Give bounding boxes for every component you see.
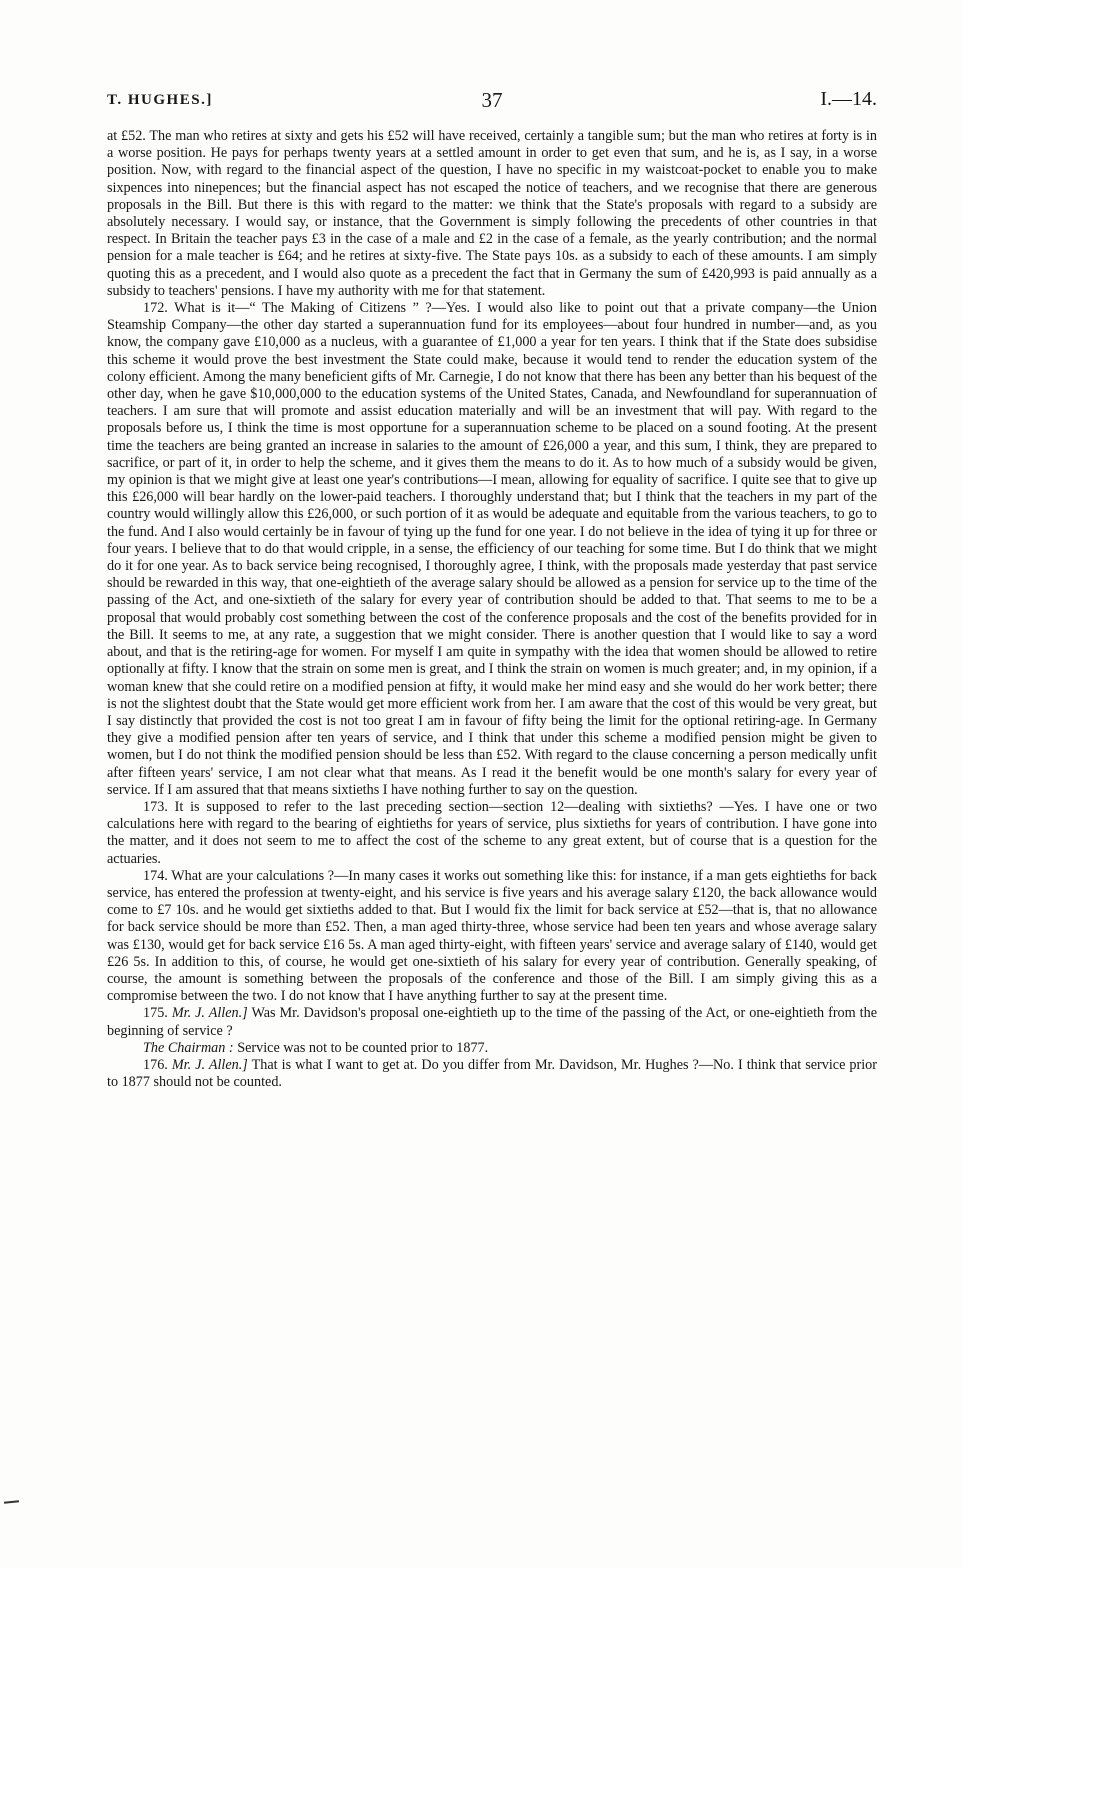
- paragraph-q176: [107, 1057, 877, 1091]
- statement-text: Service was not to be counted prior to 1877.: [237, 1039, 489, 1056]
- question-number: 175.: [143, 1005, 168, 1022]
- page-number: 37: [481, 88, 503, 112]
- paragraph-chairman: [107, 1040, 877, 1057]
- paragraph-q175: [107, 1005, 877, 1039]
- document-reference: I.—14.: [820, 88, 877, 110]
- document-body: [107, 128, 877, 1438]
- scan-margin-mark: [4, 1500, 19, 1504]
- paragraph-q173: 173. It is supposed to refer to the last preceding section—section 12—dealing with sixtieths? —Yes. I have one or two calculations here with regard to the bearing of eightieths for years of service, plus sixtieths for years of contribution. I have gone into the matter, and it does not seem to me to affect the cost of the scheme to any great extent, but of course that is a question for the actuaries.: [107, 798, 877, 867]
- header-witness-name: T. HUGHES.]: [107, 92, 213, 108]
- question-number: 176.: [143, 1056, 168, 1073]
- question-text: Was Mr. Davidson's proposal one-eightieth up to the time of the passing of the Act, or one-eightieth from the beginning of service ?: [107, 1005, 878, 1039]
- paragraph-q172: 172. What is it—“ The Making of Citizens ” ?—Yes. I would also like to point out that a private company—the Union Steamship Company—the other day started a superannuation fund for its employees—about four hundred in number—and, as you know, the company gave £10,000 as a nucleus, with a guarantee of £1,000 a year for ten years. I think that if the State does subsidise this scheme it would prove the best investment the State could make, because it would tend to render the education system of the colony efficient. Among the many beneficient gifts of Mr. Carnegie, I do not know that there has been any better than his bequest of the other day, when he gave $10,000,000 to the education systems of the United States, Canada, and Newfoundland for superannuation of teachers. I am sure that will promote and assist education materially and will be an investment that will pay. With regard to the proposals before us, I think the time is most opportune for a superannuation scheme to be placed on a sound footing. At the present time the teachers are being granted an increase in salaries to the amount of £26,000 a year, and this sum, I think, they are prepared to sacrifice, or part of it, in order to help the scheme, and it gives them the means to do it. As to how much of a subsidy would be given, my opinion is that we might give at least one year's contributions—I mean, allowing for equality of sacrifice. I quite see that to give up this £26,000 will bear hardly on the lower-paid teachers. I thoroughly understand that; but I think that the teachers in my part of the country would willingly allow this £26,000, or such portion of it as would be adequate and equitable from the various teachers, to go to the fund. And I also would certainly be in favour of tying up the fund for one year. I do not believe in the idea of tying it up for three or four years. I believe that to do that would cripple, in a sense, the efficiency of our teaching for some time. But I do think that we might do it for one year. As to back service being recognised, I thoroughly agree, I think, with the proposals made yesterday that past service should be rewarded in this way, that one-eightieth of the average salary should be allowed as a pension for service up to the time of the passing of the Act, and one-sixtieth of the salary for every year of contribution should be added to that. That seems to me to be a proposal that would probably cost something between the cost of the conference proposals and the cost of the benefits provided for in the Bill. It seems to me, at any rate, a suggestion that we might consider. There is another question that I would like to say a word about, and that is the retiring-age for women. For myself I am quite in sympathy with the idea that women should be allowed to retire optionally at fifty. I know that the strain on some men is great, and I think the strain on women is much greater; and, in my opinion, if a woman knew that she could retire on a modified pension at fifty, it would make her mind easy and she would do her work better; there is not the slightest doubt that the State would get more efficient work from her. I am aware that the cost of this would be very great, but I say distinctly that provided the cost is not too great I am in favour of fifty being the limit for the optional retiring-age. In Germany they give a modified pension after ten years of service, and I think that under this scheme a modified pension might be given to women, but I do not think the modified pension should be less than £52. With regard to the clause concerning a person medically unfit after fifteen years' service, I am not clear what that means. As I read it the benefit would be one month's salary for every year of service. If I am assured that that means sixtieths I have nothing further to say on the question.: [107, 300, 877, 798]
- page-header: [107, 88, 877, 114]
- paragraph-q174: 174. What are your calculations ?—In many cases it works out something like this: for instance, if a man gets eightieths for back service, has entered the profession at twenty-eight, and his service is five years and his average salary £120, the back allowance would come to £7 10s. and he would get sixtieths added to that. But I would fix the limit for back service at £52—that is, that no allowance for back service should be more than £52. Then, a man aged thirty-three, whose service had been ten years and whose average salary was £130, would get for back service £16 5s. A man aged thirty-eight, with fifteen years' service and average salary of £140, would get £26 5s. In addition to this, of course, he would get one-sixtieth of his salary for every year of contribution. Generally speaking, of course, the amount is something between the proposals of the conference and those of the Bill. I am simply giving this as a compromise between the two. I do not know that I have anything further to say at the present time.: [107, 867, 877, 1005]
- question-text: That is what I want to get at. Do you differ from Mr. Davidson, Mr. Hughes ?—No. I think that service prior to 1877 should not be counted.: [107, 1056, 877, 1091]
- speaker-name: Mr. J. Allen.]: [171, 1056, 248, 1073]
- speaker-name: Mr. J. Allen.]: [171, 1005, 248, 1022]
- paragraph-continuation: at £52. The man who retires at sixty and gets his £52 will have received, certainly a tangible sum; but the man who retires at forty is in a worse position. He pays for perhaps twenty years at a settled amount in order to get even that sum, and he is, as I say, in a worse position. Now, with regard to the financial aspect of the question, I have no specific in my waistcoat-pocket to enable you to make sixpences into ninepences; but the financial aspect has not escaped the notice of teachers, and we recognise that there are generous proposals in the Bill. But there is this with regard to the matter: we think that the State's proposals with regard to a subsidy are absolutely necessary. I would say, or instance, that the Government is simply following the precedents of other countries in that respect. In Britain the teacher pays £3 in the case of a male and £2 in the case of a female, as the yearly contribution; and the normal pension for a male teacher is £64; and he retires at sixty-five. The State pays 10s. as a subsidy to each of these amounts. I am simply quoting this as a precedent, and I would also quote as a precedent the fact that in Germany the sum of £420,993 is paid annually as a subsidy to teachers' pensions. I have my authority with me for that statement.: [107, 128, 877, 299]
- speaker-name: The Chairman :: [143, 1039, 234, 1056]
